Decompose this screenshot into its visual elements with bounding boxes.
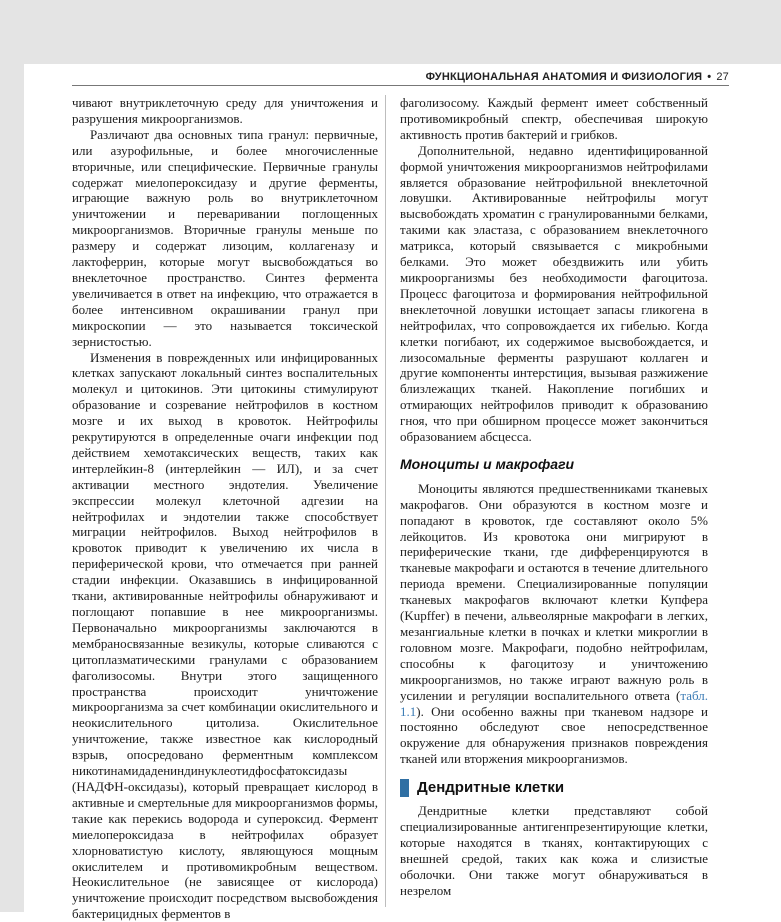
monocytes-text-end: ). Они особенно важны при тканевом надзоре и постоянно обследуют свое непосредственное окружение для обнаружения признаков повреждения тканей или вторжения микроорганизмов. bbox=[400, 704, 708, 767]
header-bullet: • bbox=[707, 71, 711, 83]
paragraph-net-trap: Дополнительной, недавно идентифицированной формой уничтожения микроорганизмов нейтрофилами является образование нейтрофильной внеклеточной ловушки. Активированные нейтрофилы могут высвобождать хроматин с гранулированными белками, такими как эластаза, с образованием внеклеточного матрикса, который связывается с микробными белками. Это может обездвижить или убить микроорганизмы без необходимости фагоцитоза. Процесс фагоцитоза и формирования нейтрофильной внеклеточной ловушки истощает запасы гликогена в нейтрофилах, что сопровождается их гибелью. Когда клетки погибают, их содержимое высвобождается, и лизосомальные ферменты разрушают коллаген и другие компоненты интерстиция, вызывая разжижение близлежащих тканей. Накопление погибших и отмирающих нейтрофилов приводит к образованию гноя, что при обширном процессе может закончиться образованием абсцесса. bbox=[400, 143, 708, 445]
paragraph-granules: Различают два основных типа гранул: первичные, или азурофильные, и более многочисленные вторичные, или специфические. Первичные гранулы содержат миелопероксидазу и другие ферменты, играющие важную роль во внутриклеточном уничтожении и переваривании поглощенных микроорганизмов. Вторичные гранулы меньше по размеру и содержат лизоцим, коллагеназу и лактоферрин, которые могут высвобождаться во внеклеточное пространство. Синтез фермента увеличивается в ответ на инфекцию, что отражается в более интенсивном окрашивании гранул при микроскопии — это называется токсической зернистостью. bbox=[72, 127, 378, 350]
header-rule bbox=[72, 85, 729, 86]
running-title: ФУНКЦИОНАЛЬНАЯ АНАТОМИЯ И ФИЗИОЛОГИЯ bbox=[426, 71, 703, 83]
paragraph-phagolysosome: фаголизосому. Каждый фермент имеет собственный противомикробный спектр, обеспечивая широкую активность против бактерий и грибков. bbox=[400, 95, 708, 143]
monocytes-text-start: Моноциты являются предшественниками тканевых макрофагов. Они образуются в костном мозге и попадают в кровоток, где составляют около 5% лейкоцитов. Из кровотока они мигрируют в периферические ткани, где дифференцируются в тканевые макрофаги и остаются в течение длительного периода времени. Специализированные популяции тканевых макрофагов включают клетки Купфера (Kupffer) в печени, альвеолярные макрофаги в легких, мезангиальные клетки в почках и клетки микроглии в головном мозге. Макрофаги, подобно нейтрофилам, способны к фагоцитозу и уничтожению микроорганизмов, но также играют важную роль в усилении и регуляции воспалительного ответа ( bbox=[400, 481, 708, 703]
section-heading bbox=[400, 779, 708, 797]
page-left-band bbox=[0, 0, 24, 912]
column-divider bbox=[385, 95, 386, 907]
right-column bbox=[400, 95, 708, 899]
left-column bbox=[72, 95, 378, 922]
running-header bbox=[426, 71, 729, 83]
paragraph-continued: чивают внутриклеточную среду для уничтожения и разрушения микроорганизмов. bbox=[72, 95, 378, 127]
page-top-band bbox=[0, 0, 781, 64]
paragraph-dendritic: Дендритные клетки представляют собой специализированные антигенпрезентирующие клетки, которые находятся в тканях, контактирующих с внешней средой, таких как кожа и слизистые оболочки. Они также могут обнаруживаться в незрелом bbox=[400, 803, 708, 898]
paragraph-neutrophil-recruitment: Изменения в поврежденных или инфицированных клетках запускают локальный синтез воспалительных молекул и цитокинов. Эти цитокины стимулируют образование и созревание нейтрофилов в костном мозге и их выход в кровоток. Нейтрофилы рекрутируются в определенные очаги инфекции под действием хемотаксических веществ, таких как интерлейкин-8 (интерлейкин — ИЛ), и за счет активации местного эндотелия. Увеличение экспрессии молекул клеточной адгезии на нейтрофилах и эндотелии также способствует миграции нейтрофилов. Выход нейтрофилов в кровоток приводит к увеличению их числа в периферической крови, что отмечается при ранней стадии инфекции. Оказавшись в инфицированной ткани, активированные нейтрофилы обнаруживают и поглощают попавшие в нее микроорганизмы. Первоначально микроорганизмы заключаются в мембраносвязанные везикулы, которые сливаются с цитоплазматическими гранулами с образованием фаголизосомы. Внутри этого защищенного пространства происходит уничтожение микроорганизма за счет комбинации окислительного и неокислительного цитолиза. Окислительное уничтожение, также известное как кислородный взрыв, опосредовано ферментным комплексом никотинамидадениндинуклеотидфосфатоксидазы (НАДФН-оксидазы), который превращает кислород в активные и смертельные для микроорганизмов формы, такие как перекись водорода и супероксид. Фермент миелопероксидаза в нейтрофилах образует хлорноватистую кислоту, являющуюся мощным окислителем и противомикробным веществом. Неокислительное (не зависящее от кислорода) уничтожение происходит посредством высвобождения бактерицидных ферментов в bbox=[72, 350, 378, 922]
subheading-monocytes: Моноциты и макрофаги bbox=[400, 457, 708, 473]
page-number: 27 bbox=[716, 71, 729, 83]
section-heading-dendritic: Дендритные клетки bbox=[417, 780, 564, 796]
section-marker bbox=[400, 779, 409, 797]
paragraph-monocytes bbox=[400, 481, 708, 767]
table-reference-link[interactable]: табл. 1.1 bbox=[400, 688, 708, 719]
